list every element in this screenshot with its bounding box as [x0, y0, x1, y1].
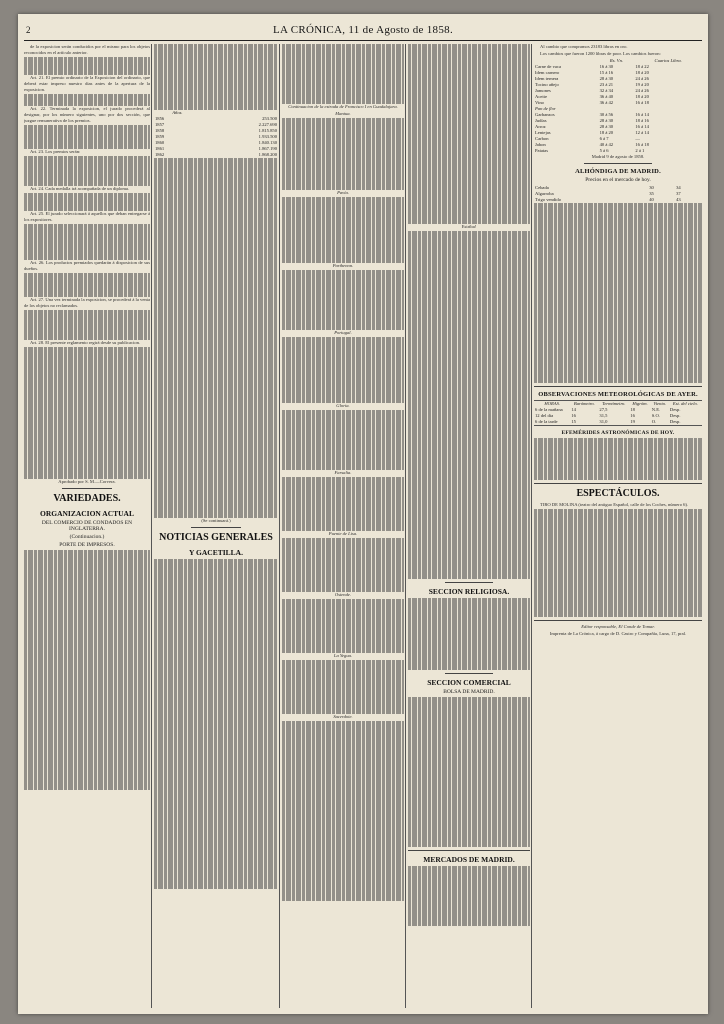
cambio-note: Al cambio que compramos 23183 libras en oro.	[540, 44, 628, 49]
table-row: 1862 1.868.200	[155, 152, 277, 157]
subsection-subtitle: DEL COMERCIO DE CONDADOS EN INGLATERRA.	[41, 520, 133, 532]
page-number: 2	[26, 25, 31, 35]
column-4	[408, 44, 530, 1008]
alhondiga-subtitle: Precios en el mercado de hoy.	[585, 177, 651, 183]
table-row: Algarroba 35 37	[535, 191, 681, 196]
table-intro: Los cambios que fueron 1200 libras de poor. Los cambios fueron:	[540, 51, 661, 56]
column-rule	[279, 44, 280, 1008]
section-subtitle-gacetilla: Y GACETILLA.	[189, 548, 243, 557]
column-5	[534, 44, 702, 1008]
page-header	[24, 22, 702, 41]
article-paragraph: Art. 28. El presente reglamento regirá desde su publicacion.	[30, 340, 141, 345]
continuation-note: (Continuacion.)	[69, 534, 105, 540]
table-row: 12 del dia 16 31,5 16 S.O. Desp.	[535, 413, 681, 418]
article-paragraph: Art. 24. Cada medalla irá acompañada de un diploma.	[30, 186, 130, 191]
article-paragraph: Art. 26. Los productos premiados quedarán á disposicion de sus dueños.	[24, 260, 150, 271]
column-2	[154, 44, 278, 1008]
table-row: Lentejas 18 á 20 12 á 14	[535, 130, 649, 135]
theatre-listing: TIRO DE MOLINA (teatro del antiguo Español, calle de los Coches, número 6).	[540, 502, 689, 507]
part-heading: PORTE DE IMPRESOS.	[59, 542, 115, 548]
table-row: Garbanzos 30 á 56 16 á 14	[535, 112, 649, 117]
table-row: Cebada 30 34	[535, 185, 681, 190]
table-row: Aceite 36 á 40 18 á 20	[535, 94, 649, 99]
table-row: 1856 253.500	[155, 116, 277, 121]
poem-section-heading: Portugal.	[334, 330, 352, 335]
table-row: Carbon 6 á 7 —	[535, 136, 640, 141]
article-paragraph: Art. 21. El premio ordinario de la Exposicion del ordinario, que deberá estar impreso nuestro dias antes de la apertura de la exposicion.	[24, 75, 150, 92]
poem-section-heading: Pavía.	[337, 190, 349, 195]
section-title-variedades: VARIEDADES.	[53, 493, 121, 504]
observations-table: HORAS. Barómetro. Termómetro. Higróm. Viento. Est. del cielo. 6 de la mañana 14 27,5 18 N.E. Desp. 12 del dia 16 31,5 16 S.O. Desp. 6 de la tarde 15 31,0 19 O. Desp.	[534, 400, 702, 426]
article-paragraph: Art. 25. El jurado seleccionará á aquellos que deban entregarse á los expositores.	[24, 211, 150, 222]
years-table-header: Años.	[172, 110, 183, 115]
article-paragraph: Art. 23. Los premios serán:	[30, 149, 81, 154]
table-row: 1858 1.815.850	[155, 128, 277, 133]
date-line: Madrid 9 de agosto de 1858.	[591, 154, 645, 159]
prices-subheading: Pan de flor	[535, 106, 556, 111]
table-row: 1859 1.933.500	[155, 134, 277, 139]
section-subtitle-bolsa: BOLSA DE MADRID.	[443, 689, 495, 695]
table-row: 1857 2.227.690	[155, 122, 277, 127]
column-1	[24, 44, 150, 1008]
prices-table: Rs. Vn. Cuartos Libra. Carne de vaca 16 á 30 18 á 22 Idem carnero 15 á 16 18 á 20 Idem ternera 28 á 30 24 á 26 Tocino añejo 23 á 21 19 á 20 Jamones 32 á 34 24 á 26 Aceite 36 á 40 18 á 20 Vino 36 á 42 16 á 18 Pan de flor Garbanzos 30 á 56 16 á 14 Judías 28 á 30 18 á 16 Arroz 28 á 30 16 á 14 Lentejas 18 á 20 12 á 14 Carbon 6 á 7 — Jabon 40 á 42 16 á 18 Patatas 5 á 6 2 á 1	[534, 58, 702, 154]
section-title-noticias: NOTICIAS GENERALES	[159, 532, 273, 543]
newspaper-page	[18, 14, 708, 1014]
poem-section-heading: Ostende.	[334, 592, 352, 597]
poem-section-heading: Farsalia.	[334, 470, 352, 475]
editor-line: Editor responsable, El Conde de Tomar.	[581, 624, 655, 629]
table-row: Carne de vaca 16 á 30 18 á 22	[535, 64, 649, 69]
continuation-note: (Se continuará.)	[201, 518, 231, 523]
poem-section-heading: Puente de Lisa.	[328, 531, 358, 536]
table-row: Judías 28 á 30 18 á 16	[535, 118, 649, 123]
observations-title: OBSERVACIONES METEOROLÓGICAS DE AYER.	[538, 391, 698, 398]
table-row: Vino 36 á 42 16 á 18	[535, 100, 649, 105]
table-row: 6 de la mañana 14 27,5 18 N.E. Desp.	[535, 407, 681, 412]
column-rule	[405, 44, 406, 1008]
column-rule	[531, 44, 532, 1008]
poem-intro: Continuacion de la estrada de Francisco I en Guadalajara.	[288, 104, 398, 109]
efemerides-title: EFEMÉRIDES ASTRONÓMICAS DE HOY.	[561, 430, 675, 436]
section-title-mercados: MERCADOS DE MADRID.	[423, 855, 515, 864]
table-row: Tocino añejo 23 á 21 19 á 20	[535, 82, 649, 87]
table-row: Arroz 28 á 30 16 á 14	[535, 124, 649, 129]
subsection-title: ORGANIZACION ACTUAL	[40, 509, 134, 518]
poem-section-heading: Parthenon.	[332, 263, 354, 268]
years-table	[154, 110, 278, 158]
table-row: 6 de la tarde 15 31,0 19 O. Desp.	[535, 419, 681, 424]
table-row: Idem ternera 28 á 30 24 á 26	[535, 76, 649, 81]
poem-section-heading: Mantua.	[335, 111, 351, 116]
table-row: Jabon 40 á 42 16 á 18	[535, 142, 649, 147]
poem-section-heading: La Yegua.	[333, 653, 353, 658]
section-title-espectaculos: ESPECTÁCULOS.	[576, 488, 660, 499]
signature-line: Aprobado por S. M.—Corvera.	[58, 479, 116, 484]
table-row: Patatas 5 á 6 2 á 1	[535, 148, 645, 153]
section-title-comercial: SECCION COMERCIAL	[427, 678, 511, 687]
table-row: 1860 1.840.130	[155, 140, 277, 145]
table-row: Trigo vendido 40 43	[535, 197, 681, 202]
alhondiga-title: ALHÓNDIGA DE MADRID.	[575, 168, 661, 175]
table-row: Jamones 32 á 34 24 á 26	[535, 88, 649, 93]
article-paragraph: de la exposicion serán conducidos por el mismo para los objetos reconocidos en el artículo anterior.	[24, 44, 150, 55]
column-3	[282, 44, 404, 1008]
poem-section-heading: Sacerdote.	[333, 714, 353, 719]
article-paragraph: Art. 22. Terminada la exposicion, el jurado procederá al designar, por los número siguientes, uno por dos sección, que juzgue remunerativa de los premios.	[24, 106, 150, 123]
imprenta-line: Imprenta de La Crónica, á cargo de D. Castro y Compañía, Luna, 17, pral.	[549, 631, 687, 636]
table-row: Idem carnero 15 á 16 18 á 20	[535, 70, 649, 75]
section-title-religiosa: SECCION RELIGIOSA.	[428, 587, 510, 596]
newspaper-title: LA CRÓNICA, 11 de Agosto de 1858.	[273, 24, 453, 36]
alhondiga-table	[534, 185, 702, 203]
table-row: 1861 1.867.190	[155, 146, 277, 151]
poem-section-heading: Gloria.	[336, 403, 350, 408]
poem-end: Estriba!	[461, 224, 477, 229]
column-rule	[151, 44, 152, 1008]
article-paragraph: Art. 27. Una vez terminada la exposicion, se procederá á la venta de los objetos no reclamados.	[24, 297, 150, 308]
